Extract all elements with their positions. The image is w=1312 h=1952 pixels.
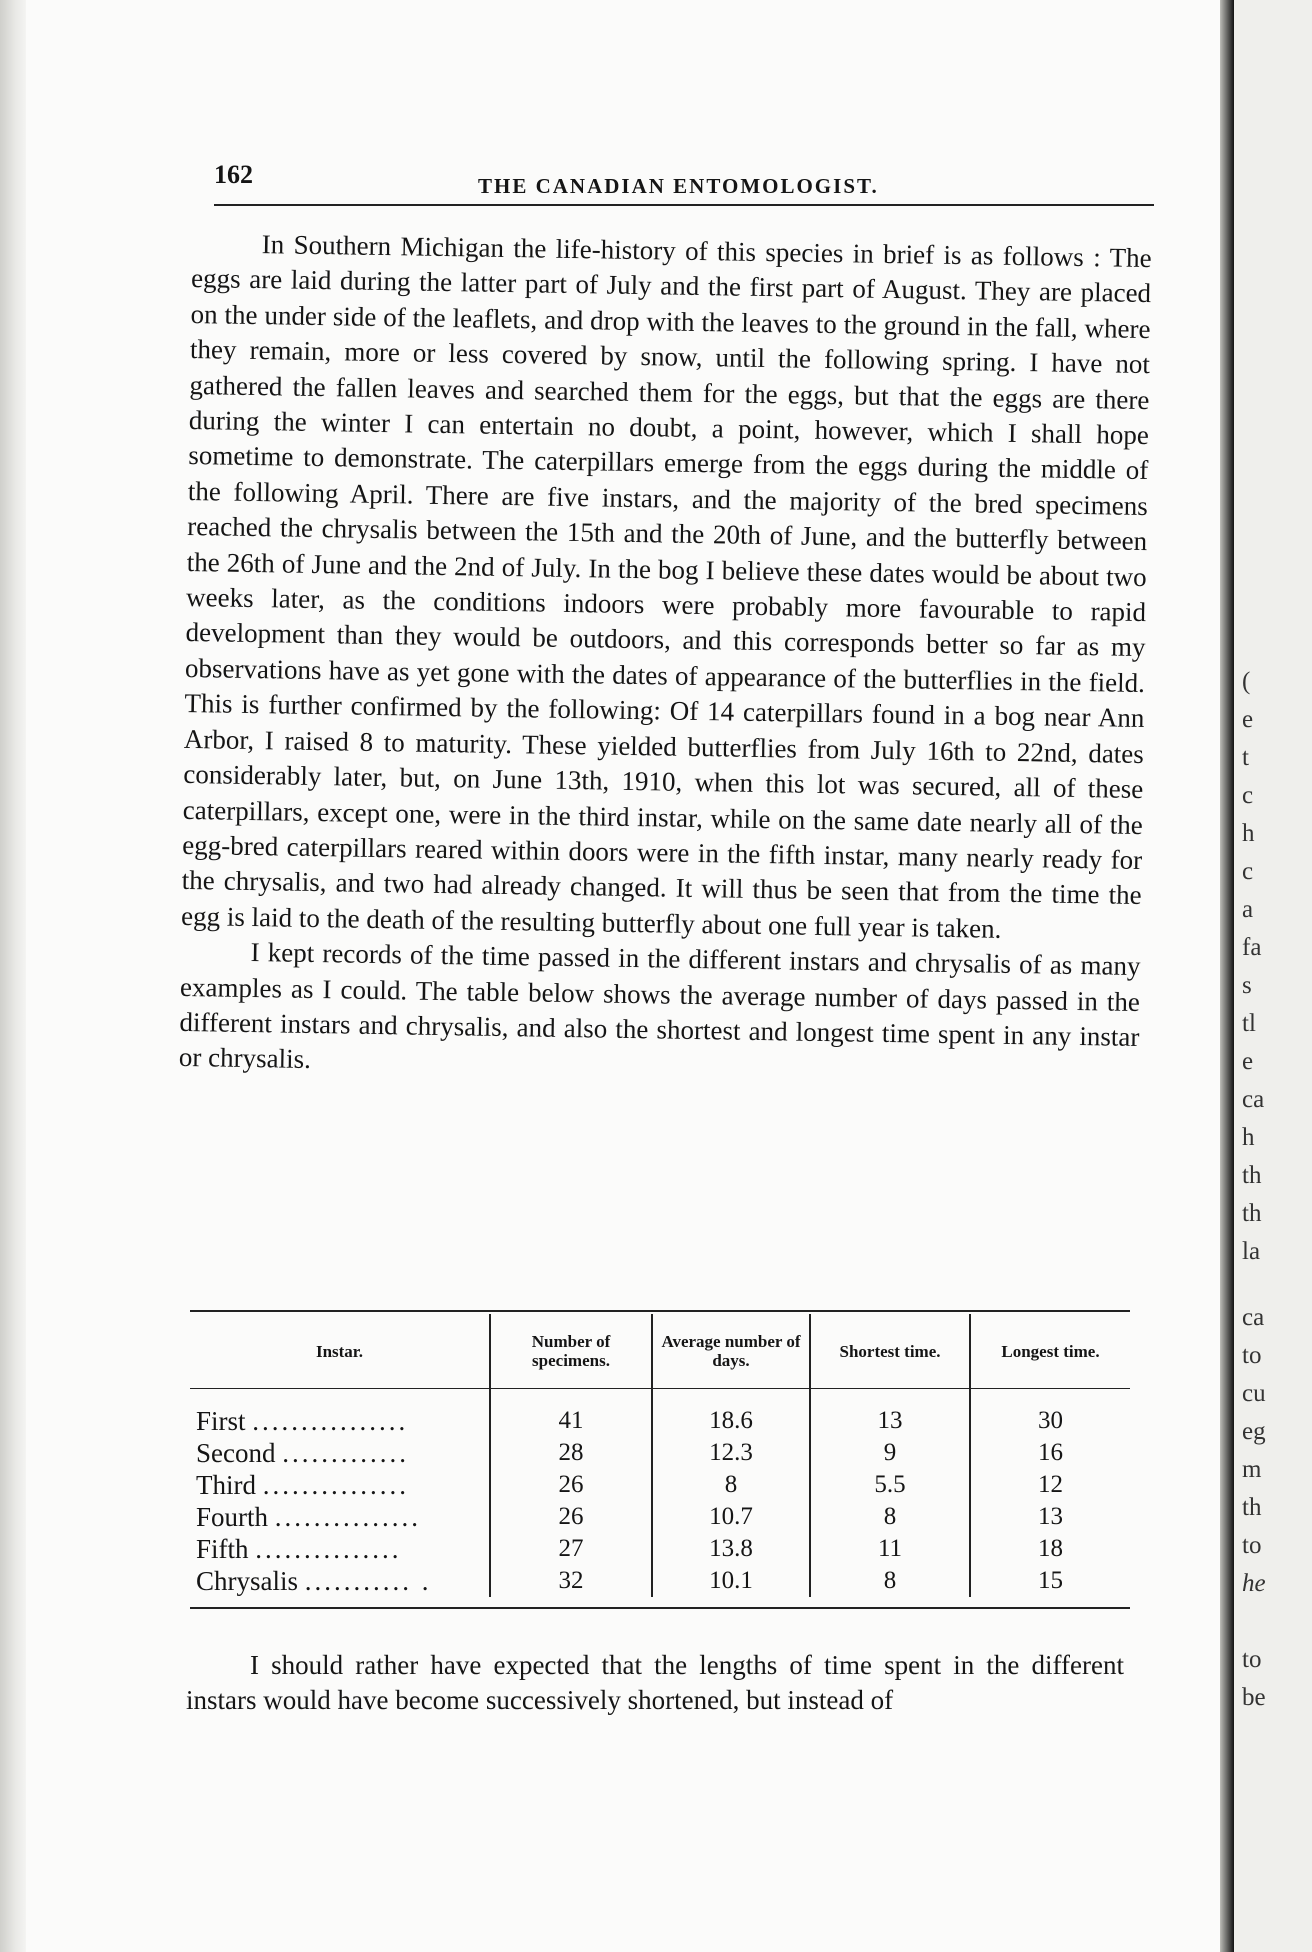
average-cell: 18.6 [652,1389,810,1438]
table-row [190,1389,1130,1438]
adjacent-text-fragment: a [1242,896,1254,923]
table-row [190,1565,1130,1597]
paragraph-closing: I should rather have expected that the lengths of time spent in the different instars would have become successively shortened, but instead of [186,1650,1124,1715]
paragraph-records: I kept records of the time passed in the different instars and chrysalis of as many examples as I could. The table below shows the average number of days passed in the different instars and chrysalis, and also the shortest and longest time spent in any instar or chrysalis. [178,937,1141,1075]
table-bottom-rule [190,1607,1130,1609]
paragraph-life-history: In Southern Michigan the life-history of this species in brief is as follows : The eggs are laid during the latter part of July and the first part of August. They are placed on the under side of the leaflets, and drop with the leaves to the ground in the fall, where they remain, more or less covered by snow, until the following spring. I have not gathered the fallen leaves and searched them for the eggs, but that the eggs are there during the winter I can entertain no doubt, a point, however, which I shall hope sometime to demonstrate. The caterpillars emerge from the eggs during the middle of the following April. There are five instars, and the majority of the bred specimens reached the chrysalis between the 15th and the 20th of June, and the butterfly between the 26th of June and the 2nd of July. In the bog I believe these dates would be about two weeks later, as the conditions indoors were probably more favourable to rapid development than they would be outdoors, and this corresponds better so far as my observations have as yet gone with the dates of appearance of the butterflies in the field. This is further confirmed by the following: Of 14 caterpillars found in a bog near Ann Arbor, I raised 8 to maturity. These yielded butterflies from July 16th to 22nd, dates considerably later, but, on June 13th, 1910, when this lot was secured, all of these caterpillars, except one, were in the third instar, while on the same date nearly all of the egg-bred caterpillars reared within doors were in the fifth instar, many nearly ready for the chrysalis, and two had already changed. It will thus be seen that from the time the egg is laid to the death of the resulting butterfly about one full year is taken. [180,229,1152,944]
adjacent-text-fragment: to [1242,1342,1262,1369]
longest-cell: 16 [970,1437,1130,1469]
adjacent-text-fragment: th [1242,1162,1262,1189]
longest-cell: 12 [970,1469,1130,1501]
adjacent-text-fragment: to [1242,1532,1262,1559]
adjacent-text-fragment: h [1242,820,1255,847]
specimens-cell: 41 [490,1389,652,1438]
closing-text [186,1648,1124,1718]
longest-cell: 30 [970,1389,1130,1438]
adjacent-text-fragment: la [1242,1238,1261,1265]
shortest-cell: 5.5 [810,1469,970,1501]
adjacent-text-fragment: th [1242,1200,1262,1227]
adjacent-text-fragment: t [1242,744,1249,771]
adjacent-text-fragment: tl [1242,1010,1256,1037]
shortest-cell: 8 [810,1501,970,1533]
adjacent-text-fragment: m [1242,1456,1262,1483]
page-header [214,160,1154,206]
longest-cell: 18 [970,1533,1130,1565]
table-row [190,1501,1130,1533]
body-text [179,226,1152,1091]
adjacent-text-fragment: s [1242,972,1252,999]
specimens-cell: 27 [490,1533,652,1565]
shortest-cell: 11 [810,1533,970,1565]
adjacent-text-fragment: e [1242,706,1254,733]
specimens-cell: 26 [490,1469,652,1501]
instar-label: First ................ [196,1405,409,1436]
running-title: THE CANADIAN ENTOMOLOGIST. [478,174,879,198]
shortest-cell: 9 [810,1437,970,1469]
adjacent-text-fragment: e [1242,1048,1254,1075]
specimens-cell: 26 [490,1501,652,1533]
page-fold-shadow [1220,0,1234,1952]
average-cell: 10.1 [652,1565,810,1597]
average-cell: 13.8 [652,1533,810,1565]
adjacent-text-fragment: be [1242,1684,1266,1711]
adjacent-text-fragment: th [1242,1494,1262,1521]
instar-label: Chrysalis ........... . [196,1565,432,1596]
average-cell: 12.3 [652,1437,810,1469]
adjacent-text-fragment: ca [1242,1304,1265,1331]
adjacent-text-fragment: h [1242,1124,1255,1151]
adjacent-text-fragment: c [1242,782,1254,809]
table-row [190,1469,1130,1501]
instar-table [190,1310,1130,1609]
data-table [190,1314,1130,1597]
shortest-cell: 8 [810,1565,970,1597]
table-row [190,1437,1130,1469]
table-top-rule [190,1310,1130,1312]
instar-label: Fourth ............... [196,1501,422,1532]
col-header-shortest: Shortest time. [810,1314,970,1389]
adjacent-text-fragment: he [1242,1570,1266,1597]
adjacent-text-fragment: c [1242,858,1254,885]
instar-label: Second ............. [196,1437,409,1468]
adjacent-page-fragment [1234,0,1312,1952]
longest-cell: 13 [970,1501,1130,1533]
book-gutter-edge [0,0,26,1952]
specimens-cell: 28 [490,1437,652,1469]
instar-label: Fifth ............... [196,1533,402,1564]
col-header-longest: Longest time. [970,1314,1130,1389]
col-header-instar: Instar. [190,1314,490,1389]
average-cell: 10.7 [652,1501,810,1533]
specimens-cell: 32 [490,1565,652,1597]
adjacent-text-fragment: fa [1242,934,1262,961]
adjacent-text-fragment: to [1242,1646,1262,1673]
adjacent-text-fragment: ( [1242,668,1251,695]
col-header-average: Average number of days. [652,1314,810,1389]
adjacent-text-fragment: eg [1242,1418,1266,1445]
col-header-specimens: Number of specimens. [490,1314,652,1389]
average-cell: 8 [652,1469,810,1501]
page-number: 162 [214,160,253,189]
instar-label: Third ............... [196,1469,409,1500]
adjacent-text-fragment: ca [1242,1086,1265,1113]
shortest-cell: 13 [810,1389,970,1438]
longest-cell: 15 [970,1565,1130,1597]
table-header-row [190,1314,1130,1389]
table-row [190,1533,1130,1565]
adjacent-text-fragment: cu [1242,1380,1266,1407]
